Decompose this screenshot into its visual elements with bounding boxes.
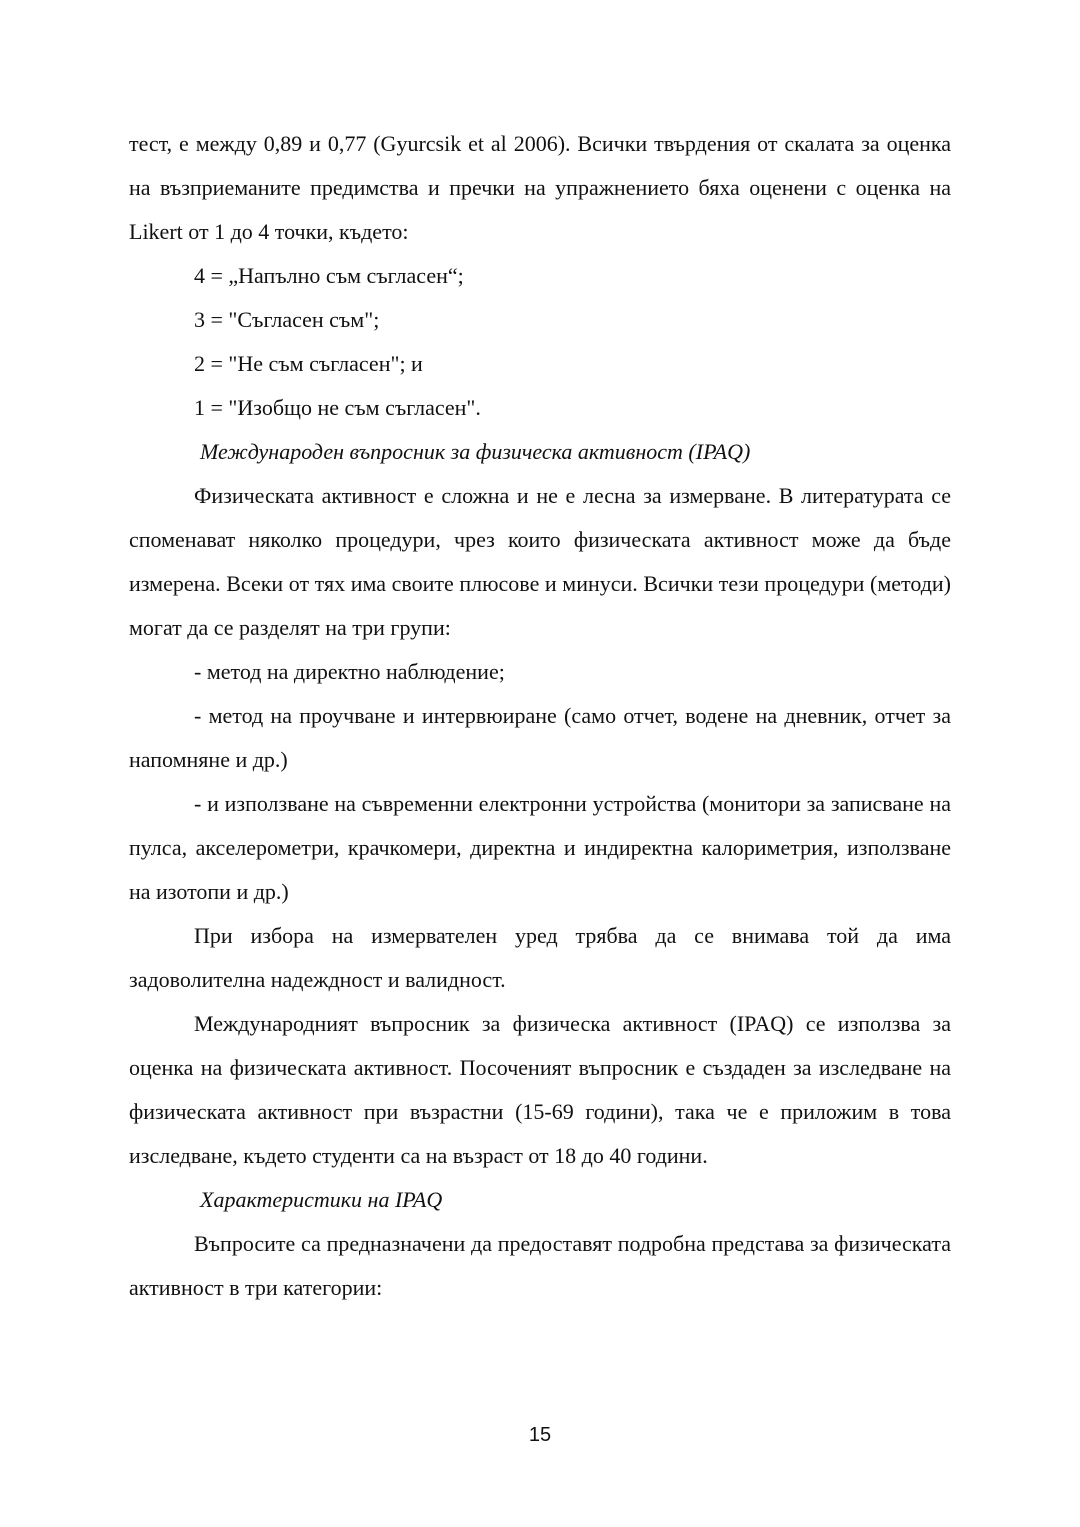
page-number: 15 <box>528 1424 552 1446</box>
paragraph-physical-activity: Физическата активност е сложна и не е лесна за измерване. В литературата се споменават няколко процедури, чрез които физическата активност може да бъде измерена. Всеки от тях има своите плюсове и минуси. Всички тези процедури (методи) могат да се разделят на три групи: <box>129 483 951 640</box>
paragraph-categories: Въпросите са предназначени да предоставят подробна представа за физическата активност в три категории: <box>129 1231 951 1300</box>
paragraph-reliability: тест, е между 0,89 и 0,77 (Gyurcsik et al 2006). Всички твърдения от скалата за оценка на възприеманите предимства и пречки на упражнението бяха оценени с оценка на Likert от 1 до 4 точки, където: <box>129 131 951 244</box>
section-heading-characteristics: Характеристики на IPAQ <box>200 1187 443 1212</box>
likert-item-1: 1 = "Изобщо не съм съгласен". <box>194 395 481 420</box>
paragraph-instrument-choice: При избора на измервателен уред трябва да се внимава той да има задоволителна надеждност и валидност. <box>129 923 951 992</box>
document-page <box>129 122 951 1310</box>
paragraph-ipaq-description: Международният въпросник за физическа активност (IPAQ) се използва за оценка на физическата активност. Посоченият въпросник е създаден за изследване на физическата активност при възрастни (15-69 години), така че е приложим в това изследване, където студенти са на възраст от 18 до 40 години. <box>129 1011 951 1168</box>
method-item-devices: - и използване на съвременни електронни устройства (монитори за записване на пулса, акселерометри, крачкомери, директна и индиректна калориметрия, използване на изотопи и др.) <box>129 791 951 904</box>
likert-item-3: 3 = "Съгласен съм"; <box>194 307 380 332</box>
section-heading-ipaq: Международен въпросник за физическа активност (IPAQ) <box>200 439 751 464</box>
method-item-survey: - метод на проучване и интервюиране (само отчет, водене на дневник, отчет за напомняне и др.) <box>129 703 951 772</box>
likert-item-4: 4 = „Напълно съм съгласен“; <box>194 263 464 288</box>
method-item-observation: - метод на директно наблюдение; <box>194 659 505 684</box>
likert-item-2: 2 = "Не съм съгласен"; и <box>194 351 423 376</box>
